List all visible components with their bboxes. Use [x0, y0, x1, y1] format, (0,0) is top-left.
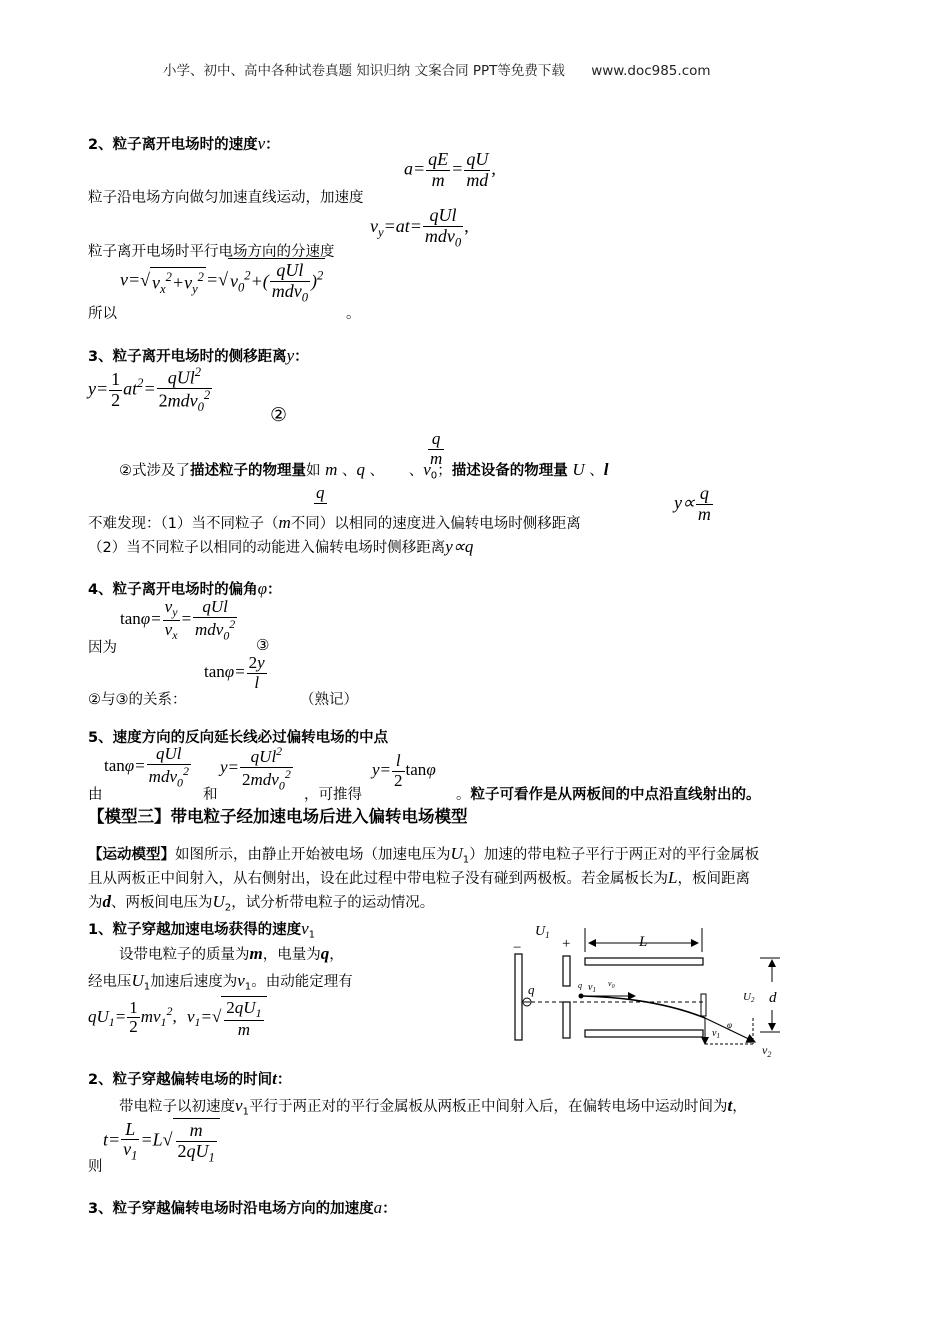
label-v0: $v_0$ [608, 979, 615, 990]
s2-line1: 粒子沿电场方向做匀加速直线运动，加速度 [88, 190, 364, 206]
formula-tanphi: tanφ= $\frac{v_y}{v_x}$ = $\frac{\text{qUl}}{mdv_0^2}$ [120, 597, 236, 642]
deflect-plate-top [585, 958, 703, 965]
section-4-title: 4、粒子离开电场时的偏角φ： [88, 579, 282, 598]
label-U1: $U_1$ [535, 924, 550, 940]
section-5-title: 5、速度方向的反向延长线必过偏转电场的中点 [88, 730, 389, 746]
formula-tanphi-2y-l: tanφ= $\frac{2y}{l}$ [204, 653, 265, 692]
m1-line1: 设带电粒子的质量为m，电量为q， [119, 944, 344, 963]
apparatus-diagram [505, 918, 795, 1060]
s3-para3: （2）当不同粒子以相同的动能进入偏转电场时侧移距离y∝q [88, 537, 474, 556]
s3-para2: 不难发现：（1）当不同粒子（m不同）以相同的速度进入偏转电场时侧移距离 [88, 513, 581, 532]
frac-q-m-above: $\frac{q}{m}$ [430, 429, 443, 468]
formula-v: v=√ $v_x^2+v_y^2$ =√ $v_0^2+$( $\frac{\text{qUl}}{mdv_0}$ )$^2$ [120, 260, 324, 305]
page-header [163, 59, 711, 79]
m2-then: 则 [88, 1159, 103, 1175]
plate-left [515, 954, 522, 1040]
formula-y-prop-q-m: y∝ $\frac{q}{m}$ [674, 483, 711, 524]
s4-memo: （熟记） [300, 692, 358, 708]
label-phi: φ [727, 1020, 732, 1030]
m1-line2: 经电压$U_1$加速后速度为$v_1$。由动能定理有 [88, 971, 353, 993]
label-minus: − [513, 940, 522, 956]
trajectory [583, 996, 705, 1018]
s2-line2: 粒子离开电场时平行电场方向的分速度 [88, 244, 335, 260]
model3-para-line1: 【运动模型】如图所示，由静止开始被电场（加速电压为$U_1$）加速的带电粒子平行于两正对的平行金属板 [88, 844, 760, 866]
s5-and: 和 [203, 787, 218, 803]
model3-title: 【模型三】带电粒子经加速电场后进入偏转电场模型 [88, 807, 468, 826]
model3-para-line2: 且从两板正中间射入，从右侧射出，设在此过程中带电粒子没有碰到两极板。若金属板长为L，板间距离 [88, 868, 750, 887]
s5-conclusion: 。粒子可看作是从两板间的中点沿直线射出的。 [456, 787, 761, 803]
m3-title: 3、粒子穿越偏转电场时沿电场方向的加速度a： [88, 1198, 397, 1217]
label-vy: $v_1$ [712, 1028, 720, 1040]
section-3-title: 3、粒子离开电场时的侧移距离y： [88, 346, 309, 365]
frac-q-m-2: q [316, 483, 325, 503]
s2-end: 。 [346, 306, 361, 322]
deflect-plate-bottom [585, 1030, 703, 1037]
section-2-title: 2、粒子离开电场时的速度v： [88, 134, 280, 153]
particle [579, 994, 584, 999]
formula-s5-tanphi: tanφ= $\frac{\text{qUl}}{mdv_0^2}$ [104, 744, 189, 789]
s4-because: 因为 [88, 640, 117, 656]
s5-by: 由 [88, 787, 103, 803]
plate-middle-top [563, 956, 570, 986]
formula-acceleration: a= $\frac{qE}{m}$ = $\frac{qU}{md}$ , [404, 149, 496, 190]
m2-title: 2、粒子穿越偏转电场的时间t： [88, 1069, 292, 1088]
header-url[interactable]: www.doc985.com [591, 63, 711, 79]
m2-line1: 带电粒子以初速度$v_1$平行于两正对的平行金属板从两板正中间射入后，在偏转电场中运动时间为t， [119, 1096, 747, 1118]
label-d: d [769, 990, 777, 1006]
plate-middle-bottom [563, 1002, 570, 1038]
formula-s5-result: y= $\frac{l}{2}$ tanφ [372, 751, 436, 790]
label-circle-2: ② [270, 404, 288, 426]
label-v1: $v_1$ [588, 982, 596, 994]
svg-text:q: q [578, 981, 582, 990]
formula-y: y= $\frac{1}{2}$ $at^2=$ $\frac{qUl^2}{2mdv_0^2}$ [88, 365, 211, 415]
s3-para1: ②式涉及了描述粒子的物理量如 m 、q 、 、$v_0$；描述设备的物理量 U 、l [119, 460, 609, 482]
header-text: 小学、初中、高中各种试卷真题 知识归纳 文案合同 PPT等免费下载 [163, 63, 565, 79]
formula-vy: $v_y=at=$ $\frac{\text{qUl}}{mdv_0}$ , [370, 205, 469, 250]
m1-title: 1、粒子穿越加速电场获得的速度$v_1$ [88, 919, 316, 941]
label-q: q [528, 982, 535, 997]
label-circle-3: ③ [256, 636, 270, 654]
formula-time: t= $\frac{L}{v_1}$ =L√ $\frac{m}{2qU_1}$ [103, 1118, 220, 1165]
label-plus: + [562, 936, 571, 952]
label-U2: U2 [743, 991, 755, 1004]
label-v2: $v_2$ [762, 1043, 772, 1059]
s5-infer: ，可推得 [304, 787, 362, 803]
s4-relation: ②与③的关系： [88, 692, 187, 708]
formula-s5-y: y= $\frac{qUl^2}{2mdv_0^2}$ [220, 744, 291, 793]
formula-energy: $qU_1=$ $\frac{1}{2}$ $mv_1^2$, $v_1=√$ $\frac{2qU_1}{m}$ [88, 996, 267, 1040]
s2-line3: 所以 [88, 306, 117, 322]
label-L: L [639, 934, 648, 950]
model3-para-line3: 为d、两板间电压为$U_2$，试分析带电粒子的运动情况。 [88, 892, 435, 914]
